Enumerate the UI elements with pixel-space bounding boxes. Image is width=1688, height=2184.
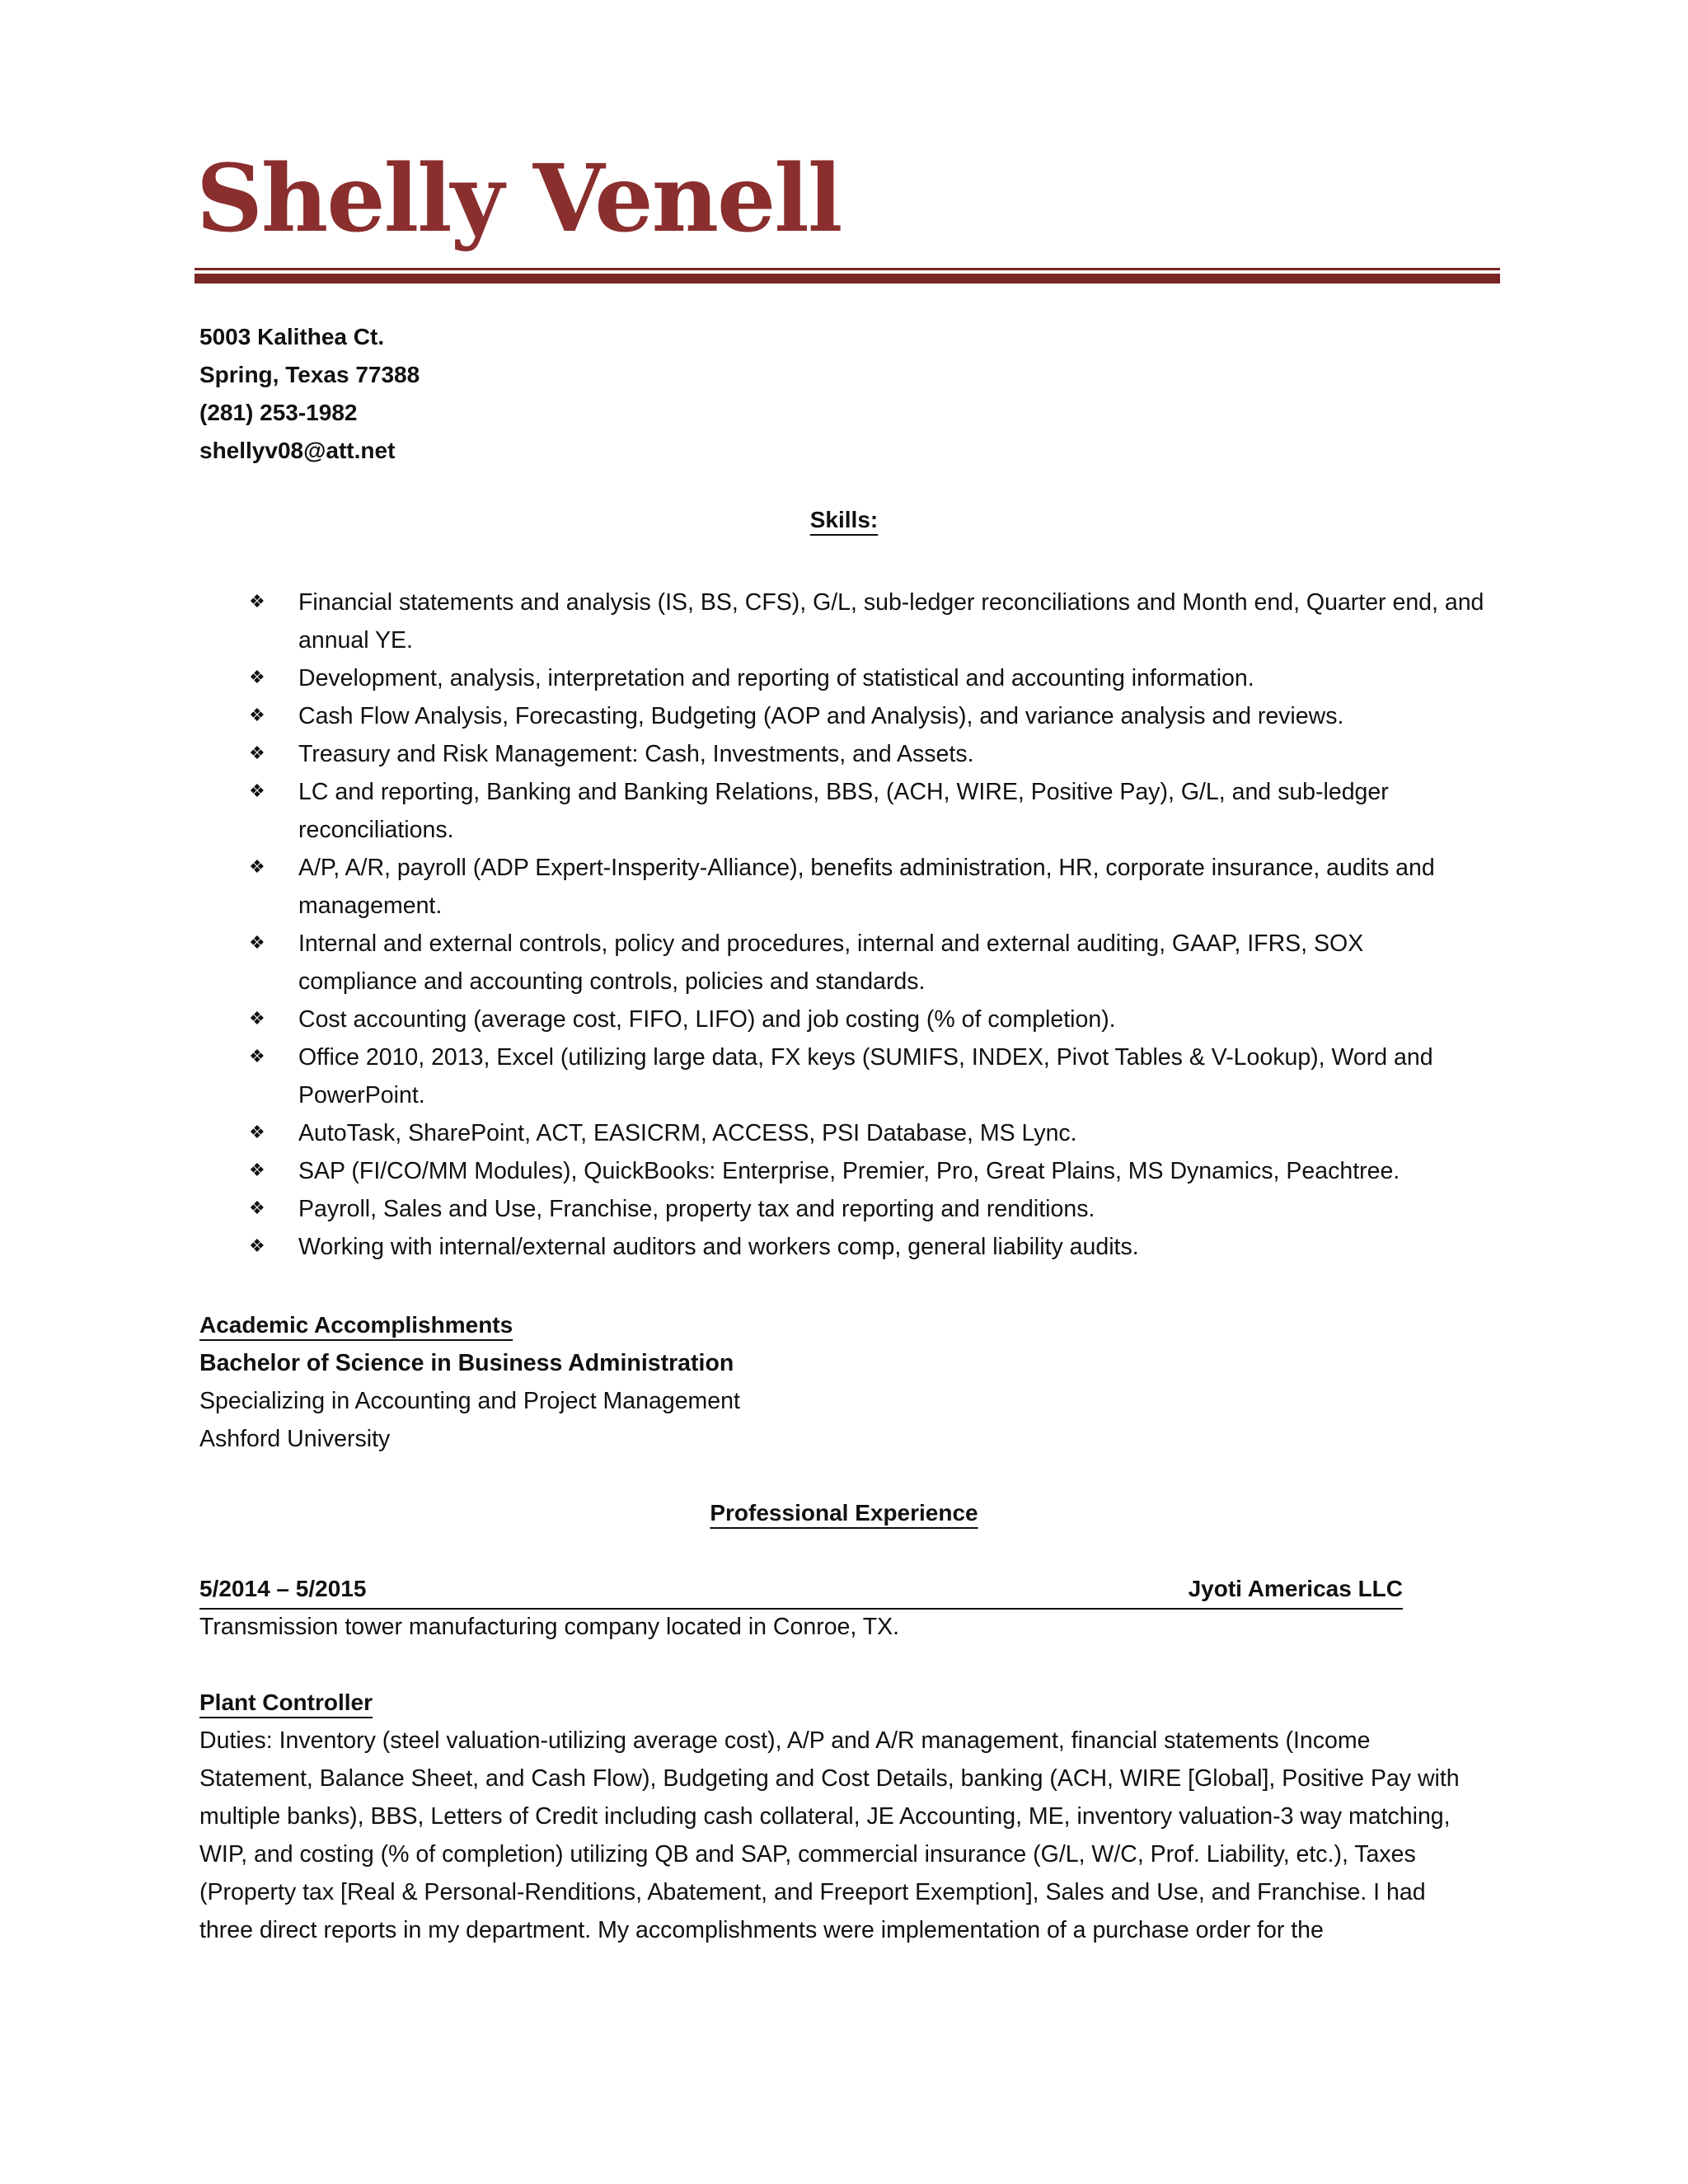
skills-list xyxy=(249,583,1485,1266)
job-dates: 5/2014 – 5/2015 xyxy=(199,1576,367,1601)
skill-text: Financial statements and analysis (IS, BS, CFS), G/L, sub-ledger reconciliations and Month end, Quarter end, and annual YE. xyxy=(298,589,1484,654)
job-title: Plant Controller xyxy=(199,1690,373,1715)
diamond-bullet-icon: ❖ xyxy=(249,743,265,764)
degree-specialization: Specializing in Accounting and Project Management xyxy=(199,1388,740,1414)
academic-heading: Academic Accomplishments xyxy=(199,1312,513,1338)
skill-item xyxy=(249,1190,1485,1228)
diamond-bullet-icon: ❖ xyxy=(249,1122,265,1143)
contact-city: Spring, Texas 77388 xyxy=(199,362,420,387)
job-description: Transmission tower manufacturing company located in Conroe, TX. xyxy=(199,1614,900,1640)
diamond-bullet-icon: ❖ xyxy=(249,781,265,802)
contact-phone: (281) 253-1982 xyxy=(199,400,358,425)
skill-text: Cost accounting (average cost, FIFO, LIFO) and job costing (% of completion). xyxy=(298,1006,1116,1033)
skill-item xyxy=(249,735,1485,773)
header-rule-thick xyxy=(195,274,1500,284)
experience-heading: Professional Experience xyxy=(710,1500,978,1526)
diamond-bullet-icon: ❖ xyxy=(249,857,265,878)
skill-item xyxy=(249,1152,1485,1190)
skill-item xyxy=(249,1038,1485,1114)
skill-text: Cash Flow Analysis, Forecasting, Budgeting (AOP and Analysis), and variance analysis and reviews. xyxy=(298,703,1344,729)
skill-text: Internal and external controls, policy and procedures, internal and external auditing, GAAP, IFRS, SOX compliance and accounting controls, policies and standards. xyxy=(298,930,1364,995)
job-company: Jyoti Americas LLC xyxy=(1188,1576,1403,1601)
skill-text: A/P, A/R, payroll (ADP Expert-Insperity-Alliance), benefits administration, HR, corporate insurance, audits and management. xyxy=(298,855,1435,919)
skill-item xyxy=(249,583,1485,659)
skill-item xyxy=(249,773,1485,849)
diamond-bullet-icon: ❖ xyxy=(249,1236,265,1257)
skill-item xyxy=(249,1001,1485,1038)
skill-text: Working with internal/external auditors and workers comp, general liability audits. xyxy=(298,1234,1139,1260)
skill-item xyxy=(249,849,1485,925)
skill-text: SAP (FI/CO/MM Modules), QuickBooks: Enterprise, Premier, Pro, Great Plains, MS Dynamics, Peachtree. xyxy=(298,1158,1400,1184)
diamond-bullet-icon: ❖ xyxy=(249,1198,265,1219)
skill-item xyxy=(249,697,1485,735)
skills-heading: Skills: xyxy=(809,507,879,532)
diamond-bullet-icon: ❖ xyxy=(249,705,265,726)
diamond-bullet-icon: ❖ xyxy=(249,933,265,954)
academic-section xyxy=(199,1306,740,1458)
contact-block xyxy=(199,318,420,470)
candidate-name: Shelly Venell xyxy=(196,145,842,253)
header-rule-thin xyxy=(195,268,1500,270)
skill-text: Payroll, Sales and Use, Franchise, property tax and reporting and renditions. xyxy=(298,1196,1095,1222)
skill-text: LC and reporting, Banking and Banking Relations, BBS, (ACH, WIRE, Positive Pay), G/L, and sub-ledger reconciliations. xyxy=(298,779,1389,843)
skill-item xyxy=(249,1114,1485,1152)
diamond-bullet-icon: ❖ xyxy=(249,668,265,688)
degree-title: Bachelor of Science in Business Administration xyxy=(199,1350,734,1376)
contact-email: shellyv08@att.net xyxy=(199,438,396,463)
skill-text: AutoTask, SharePoint, ACT, EASICRM, ACCESS, PSI Database, MS Lync. xyxy=(298,1120,1077,1146)
school-name: Ashford University xyxy=(199,1426,391,1452)
skill-item xyxy=(249,1228,1485,1266)
diamond-bullet-icon: ❖ xyxy=(249,592,265,612)
skill-text: Treasury and Risk Management: Cash, Investments, and Assets. xyxy=(298,741,974,767)
job-header-row xyxy=(199,1570,1403,1610)
skill-item xyxy=(249,659,1485,697)
contact-street: 5003 Kalithea Ct. xyxy=(199,324,385,349)
diamond-bullet-icon: ❖ xyxy=(249,1160,265,1181)
skill-item xyxy=(249,925,1485,1001)
diamond-bullet-icon: ❖ xyxy=(249,1009,265,1029)
job-duties: Duties: Inventory (steel valuation-utilizing average cost), A/P and A/R management, financial statements (Income Statement, Balance Sheet, and Cash Flow), Budgeting and Cost Details, banking (ACH, WIRE [Global], Positive Pay with multiple banks), BBS, Letters of Credit including cash collateral, JE Accounting, ME, inventory valuation-3 way matching, WIP, and costing (% of completion) utilizing QB and SAP, commercial insurance (G/L, W/C, Prof. Liability, etc.), Taxes (Property tax [Real & Personal-Renditions, Abatement, and Freeport Exemption], Sales and Use, and Franchise. I had three direct reports in my department. My accomplishments were implementation of a purchase order for the xyxy=(199,1727,1460,1943)
skill-text: Development, analysis, interpretation and reporting of statistical and accounting information. xyxy=(298,665,1254,691)
diamond-bullet-icon: ❖ xyxy=(249,1047,265,1067)
skill-text: Office 2010, 2013, Excel (utilizing large data, FX keys (SUMIFS, INDEX, Pivot Tables & V-Lookup), Word and PowerPoint. xyxy=(298,1044,1433,1108)
